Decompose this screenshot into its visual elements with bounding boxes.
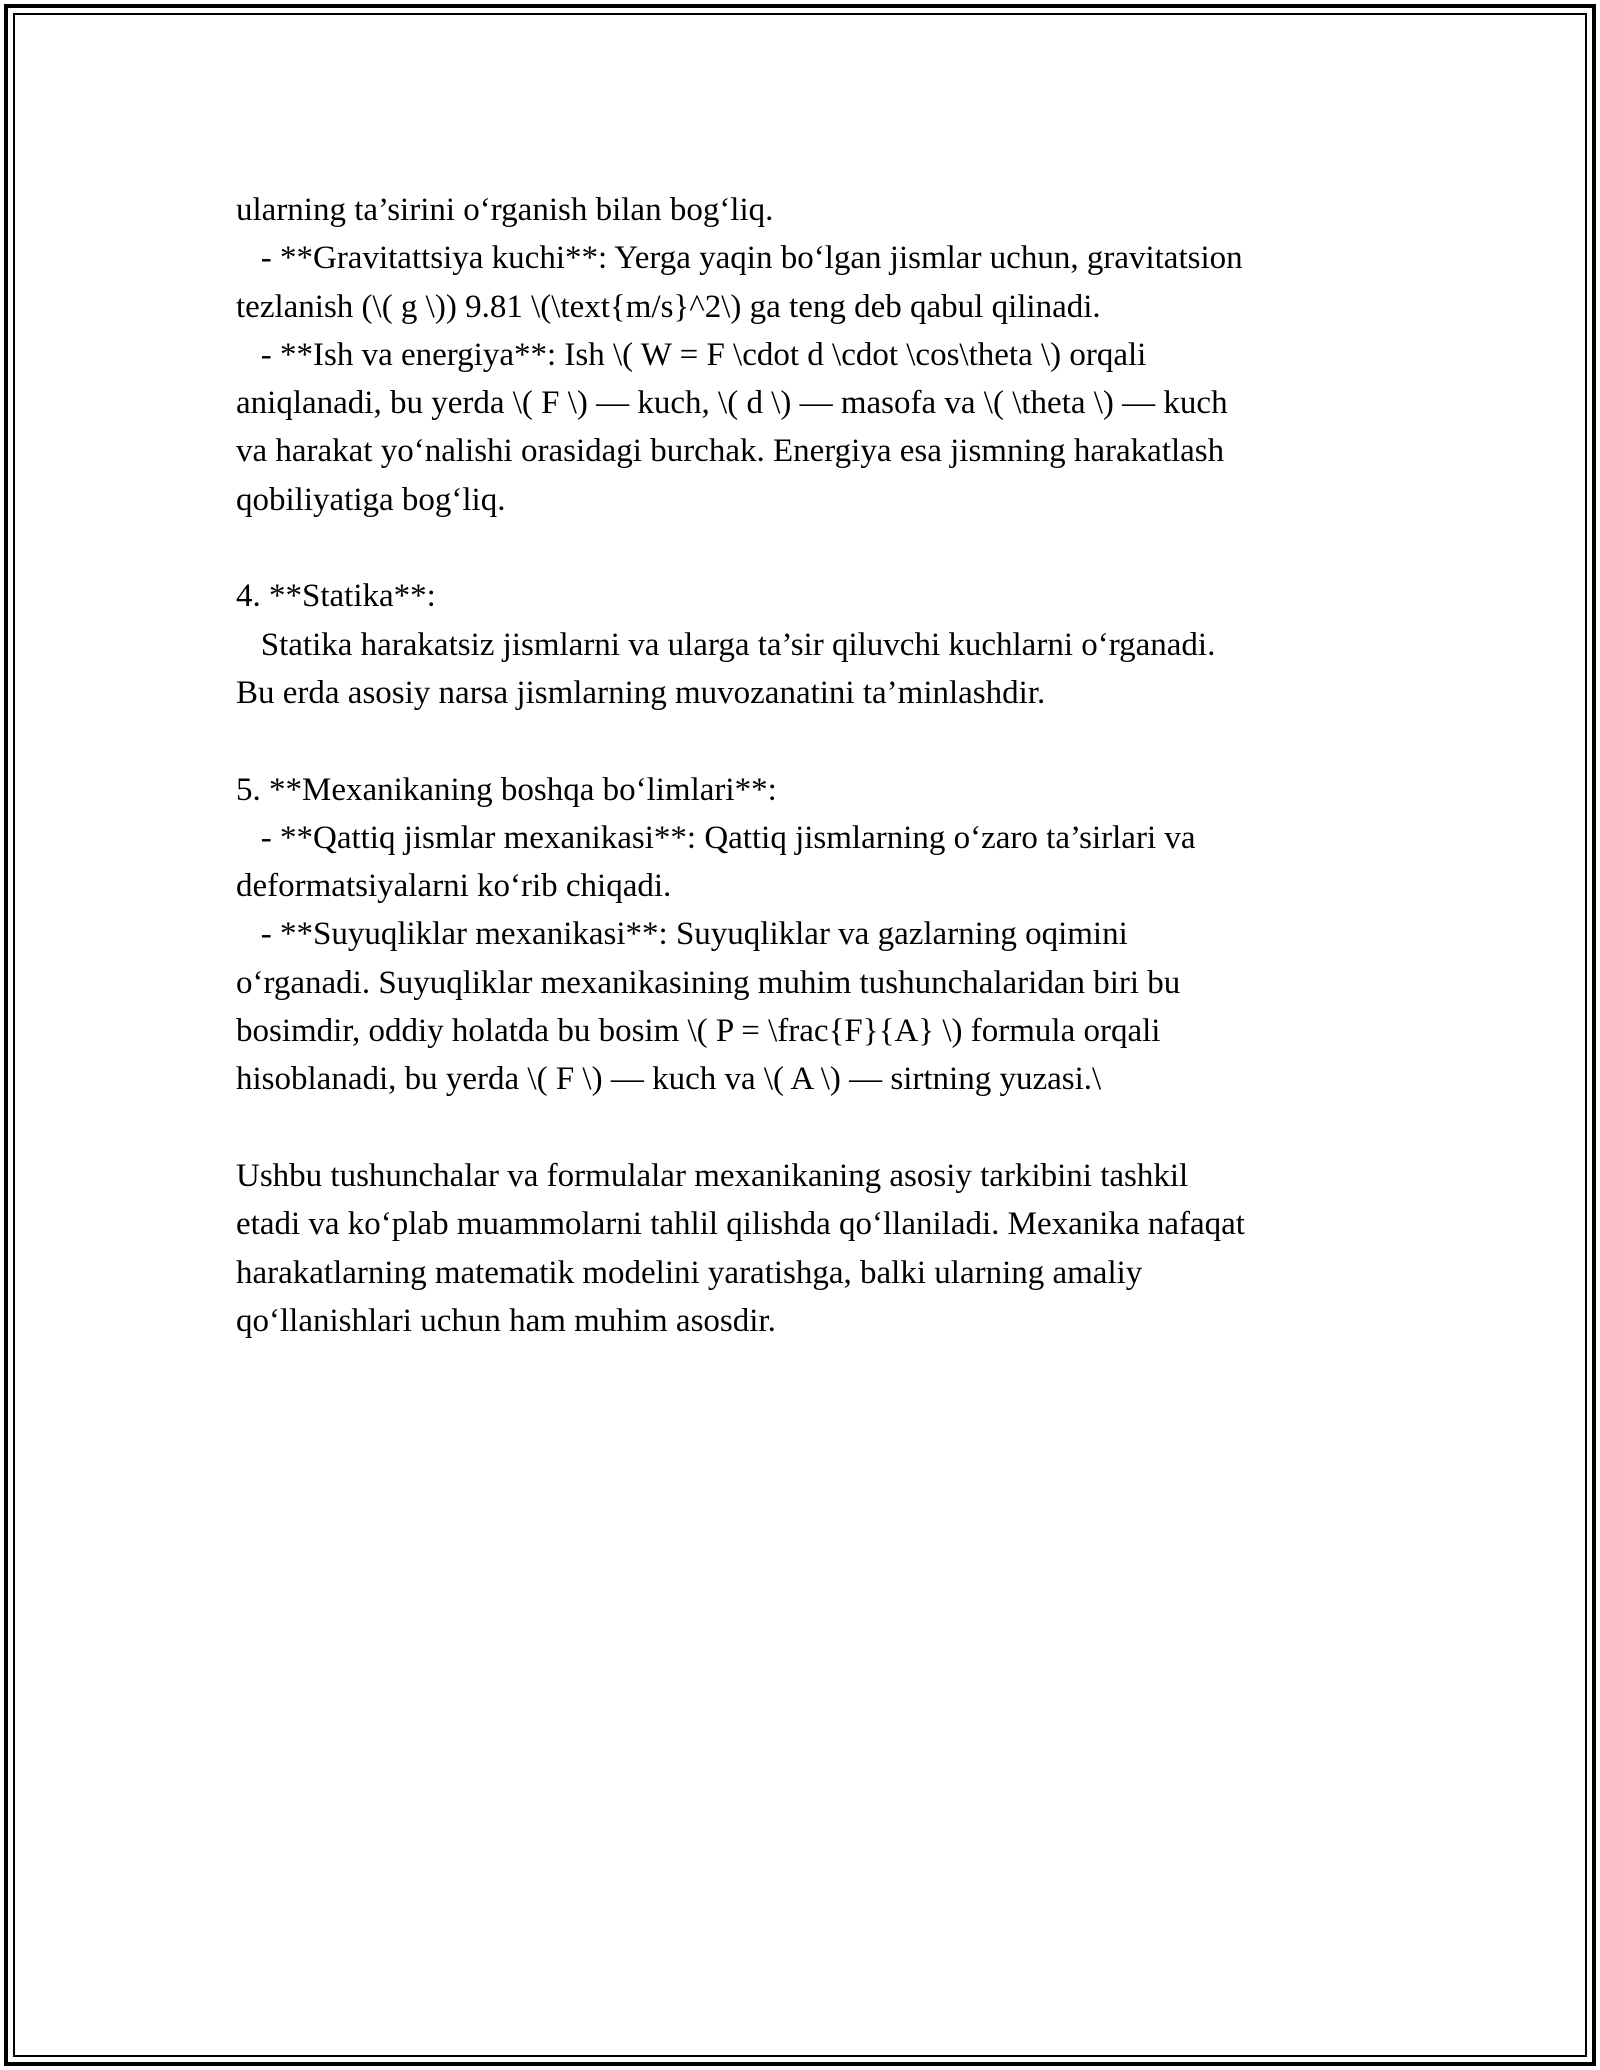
text-line: bosimdir, oddiy holatda bu bosim \( P = \frac{F}{A} \) formula orqali [236, 1013, 1161, 1050]
text-line: hisoblanadi, bu yerda \( F \) — kuch va \( A \) — sirtning yuzasi.\ [236, 1061, 1102, 1098]
text-line: etadi va ko‘plab muammolarni tahlil qilishda qo‘llaniladi. Mexanika nafaqat [236, 1206, 1245, 1243]
text-line: va harakat yo‘nalishi orasidagi burchak. Energiya esa jismning harakatlash [236, 433, 1225, 470]
text-line: harakatlarning matematik modelini yaratishga, balki ularning amaliy [236, 1254, 1143, 1291]
section-heading: 4. **Statika**: [236, 578, 436, 615]
document-body [236, 186, 1376, 1345]
blank-line [236, 1104, 1376, 1152]
text-line: qobiliyatiga bog‘liq. [236, 481, 506, 518]
section-heading: 5. **Mexanikaning boshqa bo‘limlari**: [236, 771, 777, 808]
text-line: - **Qattiq jismlar mexanikasi**: Qattiq jismlarning o‘zaro ta’sirlari va [236, 819, 1196, 856]
text-line: Bu erda asosiy narsa jismlarning muvozanatini ta’minlashdir. [236, 674, 1046, 711]
blank-line [236, 717, 1376, 765]
text-line: Statika harakatsiz jismlarni va ularga ta’sir qiluvchi kuchlarni o‘rganadi. [236, 626, 1216, 663]
text-line: - **Suyuqliklar mexanikasi**: Suyuqliklar va gazlarning oqimini [236, 916, 1128, 953]
text-line: - **Ish va energiya**: Ish \( W = F \cdot d \cdot \cos\theta \) orqali [236, 336, 1147, 373]
text-line: o‘rganadi. Suyuqliklar mexanikasining muhim tushunchalaridan biri bu [236, 964, 1181, 1001]
text-line: tezlanish (\( g \)) 9.81 \(\text{m/s}^2\) ga teng deb qabul qilinadi. [236, 288, 1101, 325]
text-line: ularning ta’sirini o‘rganish bilan bog‘liq. [236, 192, 774, 228]
text-line: deformatsiyalarni ko‘rib chiqadi. [236, 868, 672, 905]
text-line: Ushbu tushunchalar va formulalar mexanikaning asosiy tarkibini tashkil [236, 1157, 1189, 1194]
text-line: - **Gravitattsiya kuchi**: Yerga yaqin bo‘lgan jismlar uchun, gravitatsion [236, 240, 1243, 277]
text-line: qo‘llanishlari uchun ham muhim asosdir. [236, 1302, 776, 1339]
blank-line [236, 524, 1376, 572]
text-line: aniqlanadi, bu yerda \( F \) — kuch, \( d \) — masofa va \( \theta \) — kuch [236, 385, 1228, 422]
